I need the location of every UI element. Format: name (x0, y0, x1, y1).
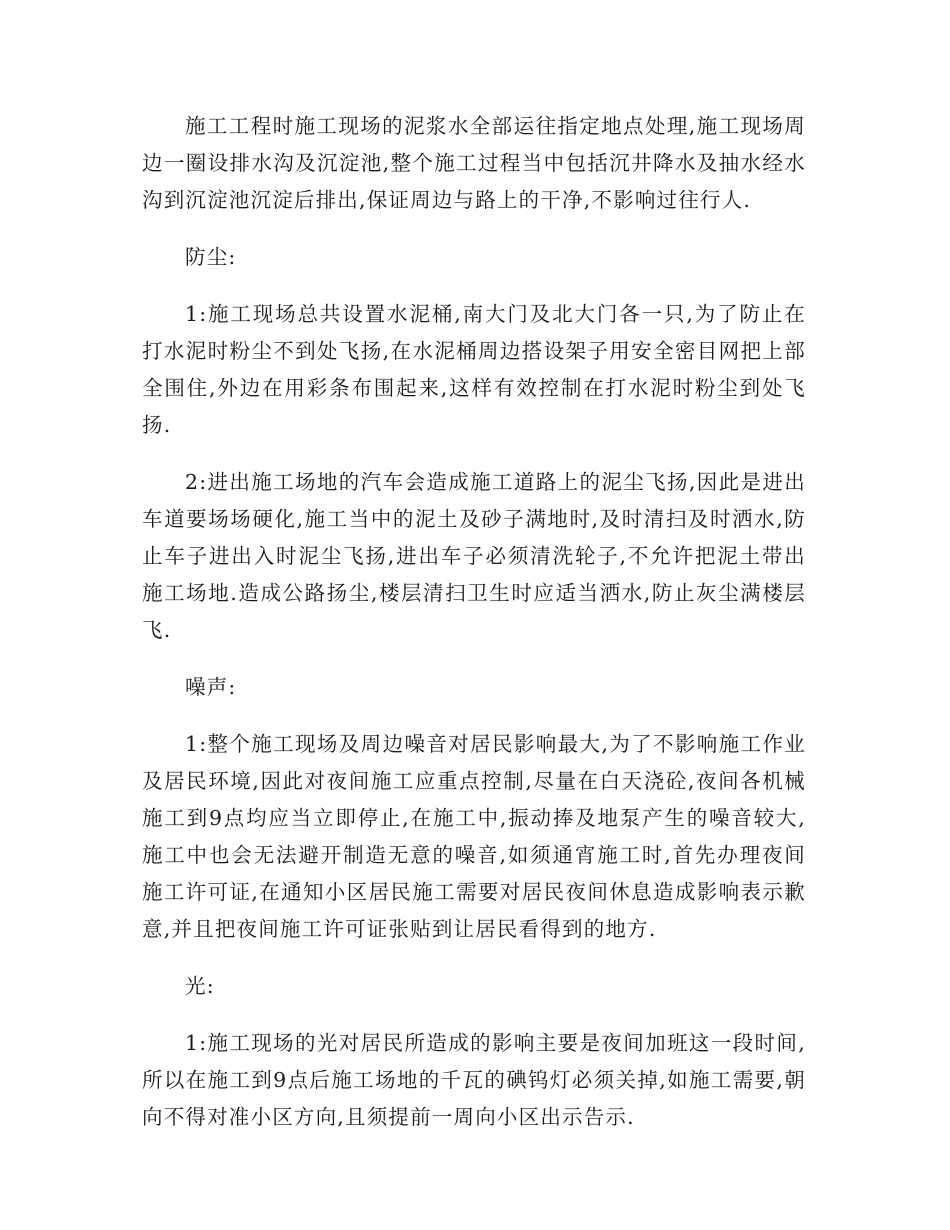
heading-dust: 防尘: (185, 245, 237, 269)
paragraph-gap (142, 1005, 806, 1025)
paragraph-noise-1: 1:整个施工现场及周边噪音对居民影响最大,为了不影响施工作业及居民环境,因此对夜间施工应重点控制,尽量在白天浇砼,夜间各机械施工到9点均应当立即停止,在施工中,振动捧及地泵产生的噪音较大,施工中也会无法避开制造无意的噪音,如须通宵施工时,首先办理夜间施工许可证,在通知小区居民施工需要对居民夜间休息造成影响表示歉意,并且把夜间施工许可证张贴到让居民看得到的地方. (142, 732, 806, 941)
paragraph-dust-2: 2:进出施工场地的汽车会造成施工道路上的泥尘飞扬,因此是进出车道要场场硬化,施工当中的泥土及砂子满地时,及时清扫及时洒水,防止车子进出入时泥尘飞扬,进出车子必须清洗轮子,不允许把泥土带出施工场地.造成公路扬尘,楼层清扫卫生时应适当洒水,防止灰尘满楼层飞. (142, 470, 806, 642)
paragraph-gap (142, 219, 806, 239)
paragraph-gap (142, 948, 806, 968)
heading-light: 光: (185, 974, 215, 998)
document-page (142, 108, 806, 1136)
paragraph-dust-1: 1:施工现场总共设置水泥桶,南大门及北大门各一只,为了防止在打水泥时粉尘不到处飞扬,在水泥桶周边搭设架子用安全密目网把上部全围住,外边在用彩条布围起来,这样有效控制在打水泥时粉尘到处飞扬. (142, 302, 806, 437)
paragraph-gap (142, 444, 806, 464)
paragraph-gap (142, 649, 806, 669)
paragraph-drainage: 施工工程时施工现场的泥浆水全部运往指定地点处理,施工现场周边一圈设排水沟及沉淀池,整个施工过程当中包括沉井降水及抽水经水沟到沉淀池沉淀后排出,保证周边与路上的干净,不影响过往行人. (142, 114, 806, 212)
heading-noise: 噪声: (185, 675, 237, 699)
paragraph-light-1: 1:施工现场的光对居民所造成的影响主要是夜间加班这一段时间,所以在施工到9点后施工场地的千瓦的碘钨灯必须关掉,如施工需要,朝向不得对准小区方向,且须提前一周向小区出示告示. (142, 1031, 806, 1129)
paragraph-gap (142, 276, 806, 296)
paragraph-gap (142, 706, 806, 726)
